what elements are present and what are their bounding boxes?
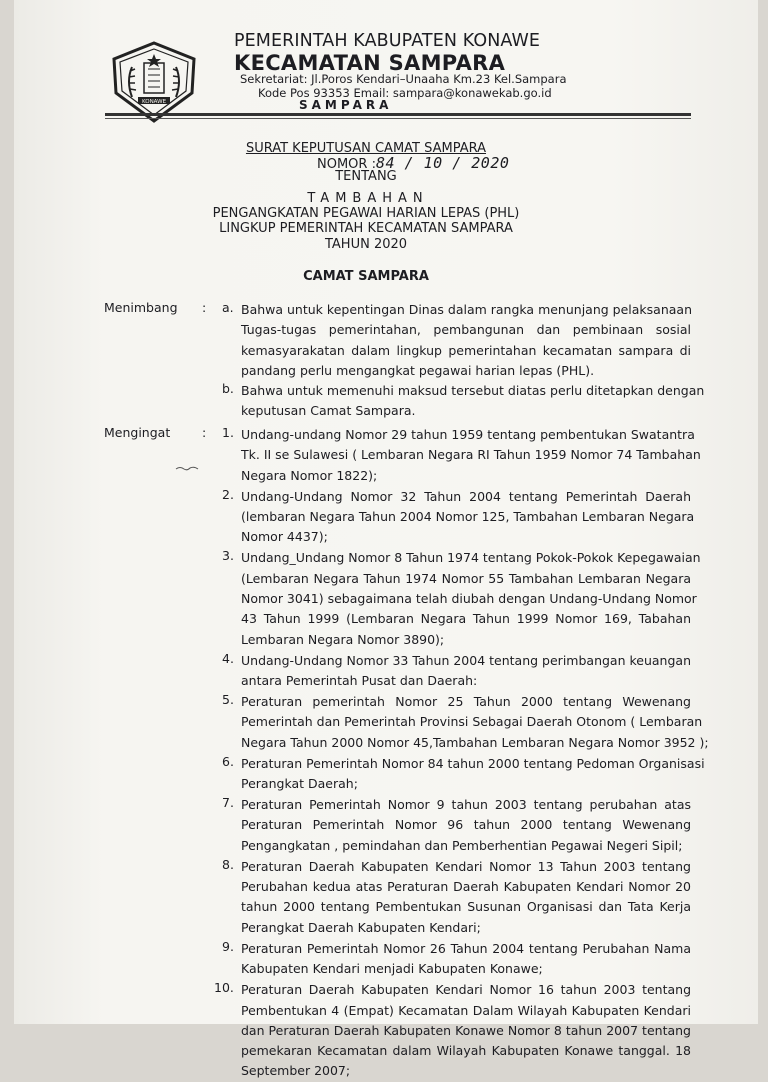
list-item-line: Bahwa untuk kepentingan Dinas dalam rangka menunjang pelaksanaan — [241, 302, 692, 317]
list-item-line: 43 Tahun 1999 (Lembaran Negara Tahun 1999 Nomor 169, Tabahan — [241, 611, 691, 627]
list-item-number: b. — [222, 381, 234, 397]
list-item-line: pemekaran Kecamatan dalam Wilayah Kabupaten Konawe tanggal. 18 — [241, 1043, 691, 1059]
list-item-line: Negara Tahun 2000 Nomor 45,Tambahan Lembaran Negara Nomor 3952 ); — [241, 734, 709, 750]
list-item-number: 5. — [222, 692, 234, 708]
list-item-line: Pembentukan 4 (Empat) Kecamatan Dalam Wilayah Kabupaten Kendari — [241, 1002, 691, 1018]
list-item-line: Peraturan pemerintah Nomor 25 Tahun 2000 tentang Wewenang — [241, 694, 691, 710]
logo-ribbon-text: KONAWE — [141, 99, 167, 105]
list-item-text — [241, 548, 701, 649]
list-item-text — [241, 692, 709, 753]
list-item-text — [241, 487, 695, 548]
list-item-line: tahun 2000 tentang Pembentukan Susunan Organisasi dan Tata Kerja — [241, 899, 691, 915]
list-item-line: pandang perlu mengangkat pegawai harian lepas (PHL). — [241, 362, 595, 378]
list-item-line: antara Pemerintah Pusat dan Daerah: — [241, 672, 478, 688]
subject-line-3: TAHUN 2020 — [324, 237, 408, 252]
list-item-line: Bahwa untuk memenuhi maksud tersebut diatas perlu ditetapkan dengan — [241, 383, 705, 399]
list-item-number: 8. — [222, 856, 234, 872]
list-item-line: Lembaran Negara Nomor 3890); — [241, 631, 445, 647]
list-item-text — [241, 857, 691, 938]
decree-title: SURAT KEPUTUSAN CAMAT SAMPARA — [245, 141, 487, 156]
list-item-line: Perangkat Daerah Kabupaten Kendari; — [241, 919, 481, 935]
letterhead-contact: Kode Pos 93353 Email: sampara@konawekab.go.id — [258, 86, 552, 100]
list-item-line: Peraturan Pemerintah Nomor 84 tahun 2000 tentang Pedoman Organisasi — [241, 755, 705, 771]
list-item-line: Undang_Undang Nomor 8 Tahun 1974 tentang Pokok-Pokok Kepegawaian — [241, 550, 701, 566]
list-item-line: Undang-undang Nomor 29 tahun 1959 tentang pembentukan Swatantra — [241, 427, 695, 442]
document-page — [14, 0, 758, 1079]
list-item-line: Tk. II se Sulawesi ( Lembaran Negara RI Tahun 1959 Nomor 74 Tambahan — [241, 447, 701, 463]
list-item-line: Perangkat Daerah; — [241, 776, 358, 792]
subject-line-1: PENGANGKATAN PEGAWAI HARIAN LEPAS (PHL) — [212, 206, 520, 221]
list-item-line: Peraturan Pemerintah Nomor 9 tahun 2003 tentang perubahan atas — [241, 797, 691, 813]
list-item-line: Peraturan Pemerintah Nomor 96 tahun 2000 tentang Wewenang — [241, 817, 691, 833]
list-item-line: Nomor 4437); — [241, 529, 328, 545]
list-item-line: Kabupaten Kendari menjadi Kabupaten Konawe; — [241, 961, 543, 977]
list-item-number: 3. — [222, 548, 234, 564]
list-item-number: 4. — [222, 650, 234, 666]
list-item-text — [241, 425, 701, 486]
list-item-line: (Lembaran Negara Tahun 1974 Nomor 55 Tambahan Lembaran Negara — [241, 570, 691, 586]
list-item-text — [241, 795, 691, 856]
list-item-text — [241, 939, 691, 980]
list-item-line: keputusan Camat Sampara. — [241, 403, 416, 419]
letterhead-government: PEMERINTAH KABUPATEN KONAWE — [234, 31, 541, 51]
list-item-number: 6. — [222, 753, 234, 769]
list-item-number: 7. — [222, 795, 234, 811]
menimbang-colon: : — [202, 300, 207, 315]
tentang-heading: TENTANG — [335, 169, 397, 184]
decree-number-handwritten: 84 / 10 / 2020 — [375, 154, 510, 172]
letterhead-district: KECAMATAN SAMPARA — [234, 51, 506, 75]
list-item-number: 1. — [222, 425, 234, 440]
list-item-line: Nomor 3041) sebagaimana telah diubah dengan Undang-Undang Nomor — [241, 590, 697, 606]
list-item-text — [241, 980, 691, 1081]
list-item-text — [241, 381, 705, 422]
list-item-line: Undang-Undang Nomor 33 Tahun 2004 tentang perimbangan keuangan — [241, 652, 691, 668]
list-item-line: kemasyarakatan dalam lingkup pemerintahan kecamatan sampara di — [241, 342, 691, 358]
list-item-line: Pemerintah dan Pemerintah Provinsi Sebagai Daerah Otonom ( Lembaran — [241, 714, 703, 730]
letterhead-rule-thin — [105, 118, 691, 119]
menimbang-label: Menimbang — [104, 300, 178, 315]
list-item-line: Undang-Undang Nomor 32 Tahun 2004 tentang Pemerintah Daerah — [241, 488, 691, 504]
mengingat-label: Mengingat — [104, 425, 171, 440]
list-item-line: Pengangkatan , pemindahan dan Pemberhentian Pegawai Negeri Sipil; — [241, 837, 683, 853]
konawe-emblem-logo — [112, 41, 196, 123]
letterhead-rule-thick — [105, 113, 691, 116]
list-item-line: Perubahan kedua atas Peraturan Daerah Kabupaten Kendari Nomor 20 — [241, 879, 691, 895]
mengingat-colon: : — [202, 425, 207, 440]
decree-number-label: NOMOR : — [317, 157, 376, 172]
list-item-line: Tugas-tugas pemerintahan, pembangunan dan pembinaan sosial — [241, 322, 691, 338]
letterhead-address: Sekretariat: Jl.Poros Kendari–Unaaha Km.23 Kel.Sampara — [240, 72, 567, 86]
list-item-text — [241, 651, 691, 692]
subject-line-2: LINGKUP PEMERINTAH KECAMATAN SAMPARA — [219, 221, 513, 236]
list-item-line: dan Peraturan Daerah Kabupaten Konawe Nomor 8 tahun 2007 tentang — [241, 1022, 691, 1038]
list-item-line: (lembaran Negara Tahun 2004 Nomor 125, Tambahan Lembaran Negara — [241, 508, 695, 524]
list-item-text — [241, 300, 691, 381]
list-item-line: Peraturan Pemerintah Nomor 26 Tahun 2004 tentang Perubahan Nama — [241, 940, 691, 956]
list-item-line: Peraturan Daerah Kabupaten Kendari Nomor 13 Tahun 2003 tentang — [241, 858, 691, 874]
list-item-text — [241, 754, 705, 795]
letterhead-town: SAMPARA — [299, 98, 393, 112]
official-title: CAMAT SAMPARA — [303, 269, 429, 284]
list-item-line: Peraturan Daerah Kabupaten Kendari Nomor 16 tahun 2003 tentang — [241, 982, 691, 998]
tambahan-heading: TAMBAHAN — [307, 191, 429, 206]
list-item-number: a. — [222, 300, 234, 315]
list-item-number: 10. — [214, 980, 234, 996]
list-item-number: 9. — [222, 938, 234, 954]
ink-scribble-mark — [174, 463, 204, 473]
list-item-line: September 2007; — [241, 1063, 351, 1079]
list-item-number: 2. — [222, 486, 234, 502]
list-item-line: Negara Nomor 1822); — [241, 467, 378, 483]
